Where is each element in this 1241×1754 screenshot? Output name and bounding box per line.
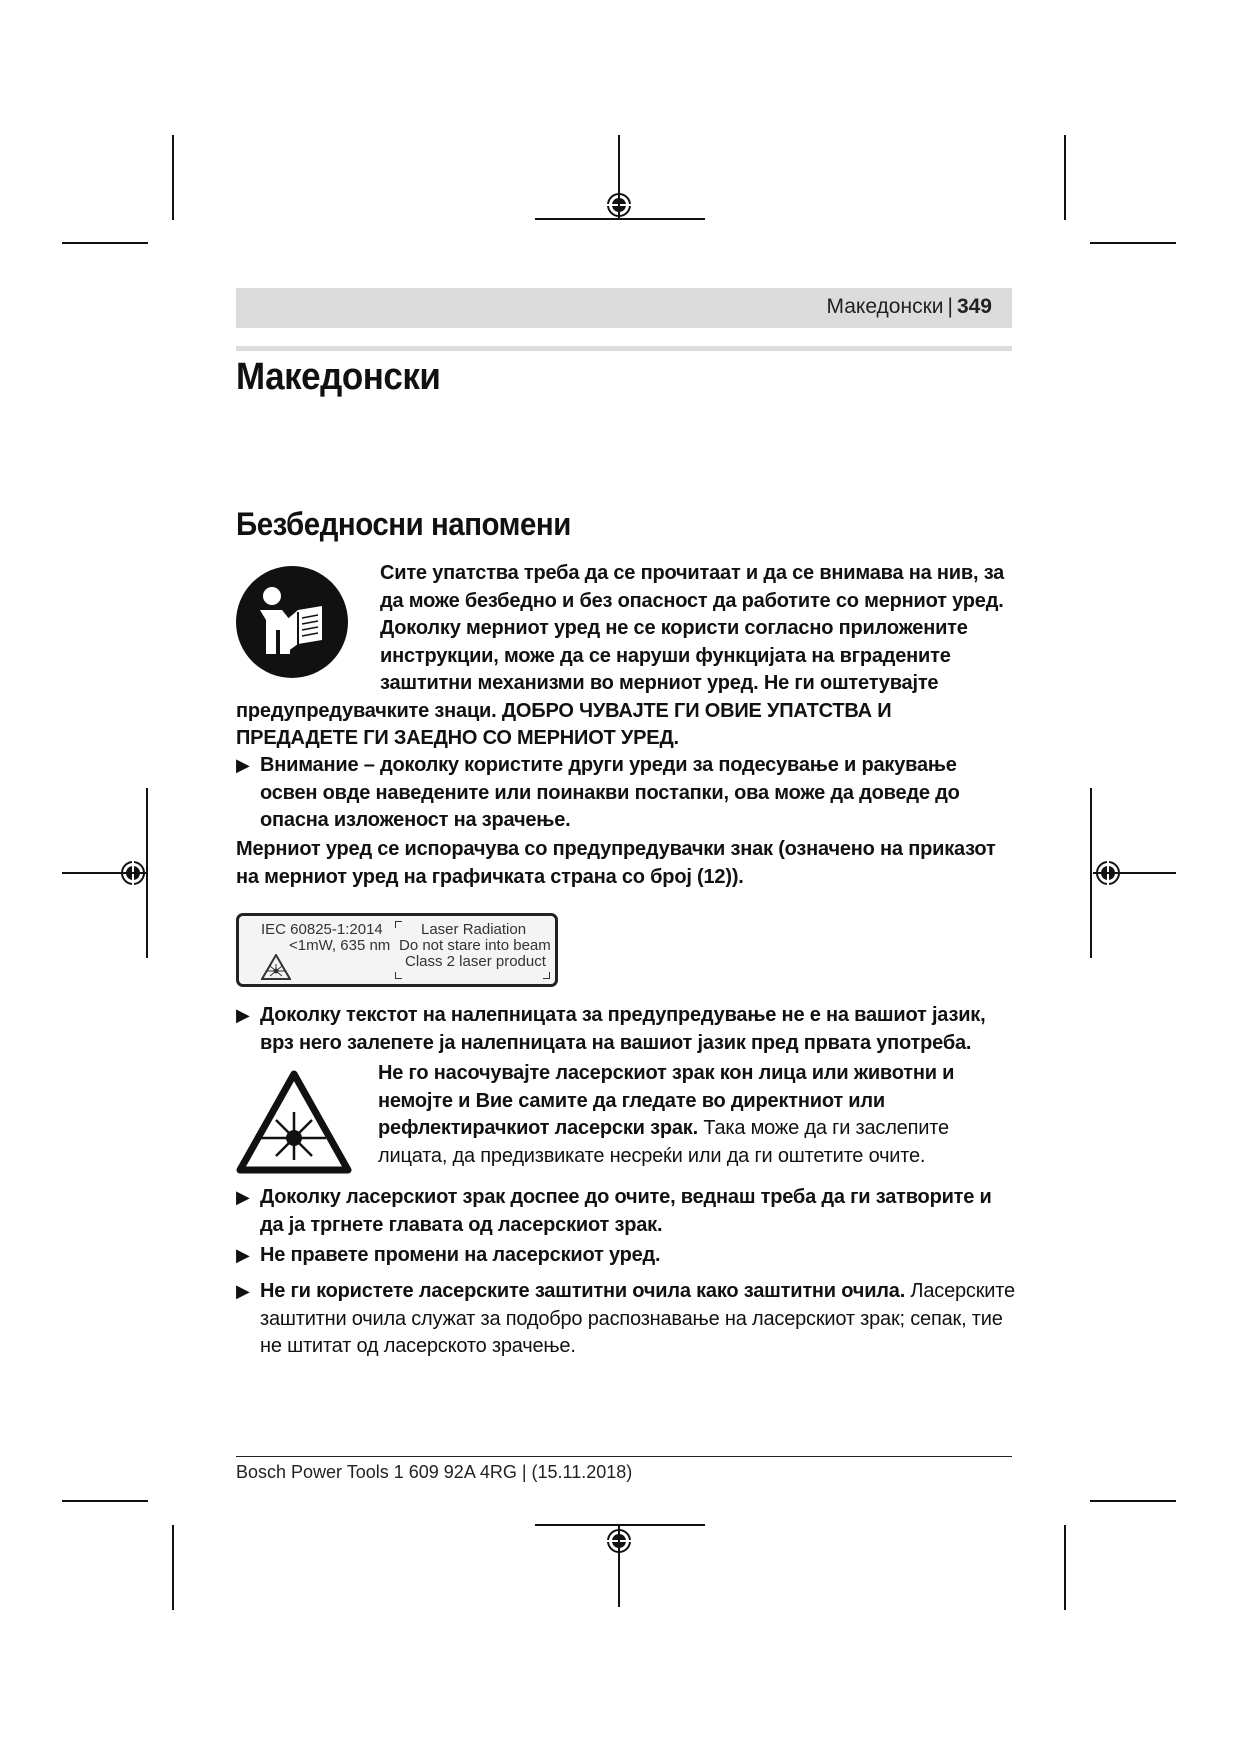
label-corner bbox=[395, 921, 402, 928]
registration-mark-icon bbox=[1093, 858, 1123, 888]
label-corner bbox=[395, 972, 402, 979]
bullet-arrow-icon: ▶ bbox=[236, 1005, 250, 1025]
bullet-text-bold: Не ги користете ласерските заштитни очила како заштитни очила. bbox=[260, 1280, 906, 1302]
laser-warning-icon bbox=[236, 1070, 352, 1174]
registration-mark-icon bbox=[604, 190, 634, 220]
header-separator: | bbox=[947, 295, 953, 318]
crop-mark bbox=[1090, 1500, 1176, 1502]
crop-mark bbox=[172, 1525, 174, 1610]
crop-mark bbox=[62, 1500, 148, 1502]
section-title: Безбедносни напомени bbox=[236, 506, 571, 542]
header-section: Македонски bbox=[826, 295, 944, 318]
crop-mark bbox=[172, 135, 174, 220]
bullet-text: Внимание – доколку користите други уреди за подесување и ракување освен овде наведените или поинакви постапки, ова може да доведе до опасна изложеност на зрачење. bbox=[260, 754, 960, 831]
bullet-text-normal: Ласерските заштитни очила служат за подобро распознавање на ласерскиот зрак; сепак, тие не штитат од ласерското зрачење. bbox=[260, 1280, 1015, 1357]
footer-rule bbox=[236, 1456, 1012, 1457]
laser-warning-label bbox=[236, 913, 558, 987]
list-item bbox=[236, 1242, 1016, 1270]
page-number: 349 bbox=[956, 295, 992, 318]
bullet-text: Доколку ласерскиот зрак доспее до очите, веднаш треба да ги затворите и да ја тргнете главата од ласерскиот зрак. bbox=[260, 1186, 992, 1236]
laser-warning-normal: Така може да ги заслепите лицата, да предизвикате несреќи или да ги оштетите очите. bbox=[378, 1117, 949, 1167]
label-power: <1mW, 635 nm bbox=[289, 937, 391, 954]
registration-mark-icon bbox=[118, 858, 148, 888]
bullet-arrow-icon: ▶ bbox=[236, 1281, 250, 1301]
crop-mark bbox=[62, 242, 148, 244]
intro-text: Сите упатства треба да се прочитаат и да се внимава на нив, за да може безбедно и без опасност да работите со мерниот уред. Доколку мерниот уред не се користи согласно приложените инструкции, може да се наруши функцијата на вградените заштитни механизми во мерниот уред. Не ги оштетувајте предупредувачките знаци. ДОБРО ЧУВАЈТЕ ГИ ОВИЕ УПАТСТВА И ПРЕДАДЕТЕ ГИ ЗАЕДНО СО МЕРНИОТ УРЕД. bbox=[236, 562, 1005, 749]
crop-mark bbox=[1090, 788, 1092, 958]
bullet-arrow-icon: ▶ bbox=[236, 1245, 250, 1265]
registration-mark-icon bbox=[604, 1526, 634, 1556]
bullet-text: Не правете промени на ласерскиот уред. bbox=[260, 1244, 661, 1266]
laser-warning-paragraph bbox=[378, 1060, 998, 1170]
page-title: Македонски bbox=[236, 356, 441, 398]
list-item bbox=[236, 1002, 1016, 1057]
label-radiation: Laser Radiation bbox=[421, 921, 527, 938]
label-corner bbox=[543, 972, 550, 979]
page-header bbox=[236, 288, 1012, 328]
bullet-arrow-icon: ▶ bbox=[236, 755, 250, 775]
bullet-text: Доколку текстот на налепницата за предупредување не е на вашиот јазик, врз него залепете ја налепницата на вашиот јазик пред првата употреба. bbox=[260, 1004, 986, 1054]
list-item bbox=[236, 1184, 1016, 1239]
page-footer: Bosch Power Tools 1 609 92A 4RG | (15.11.2018) bbox=[236, 1462, 633, 1482]
label-note-paragraph: Мерниот уред се испорачува со предупредувачки знак (означено на приказот на мерниот уред на графичката страна со број (12)). bbox=[236, 838, 996, 888]
label-do-not-stare: Do not stare into beam bbox=[399, 937, 551, 954]
intro-paragraph bbox=[236, 560, 1018, 753]
crop-mark bbox=[1064, 135, 1066, 220]
list-item bbox=[236, 752, 1016, 835]
laser-warning-icon bbox=[261, 954, 291, 980]
header-text bbox=[826, 295, 992, 319]
bullet-arrow-icon: ▶ bbox=[236, 1187, 250, 1207]
laser-warning-bold: Не го насочувајте ласерскиот зрак кон лица или животни и немојте и Вие самите да гледате во директниот или рефлектирачкиот ласерски зрак. bbox=[378, 1062, 955, 1139]
crop-mark bbox=[1064, 1525, 1066, 1610]
list-item bbox=[236, 1278, 1016, 1361]
crop-mark bbox=[1090, 242, 1176, 244]
label-standard: IEC 60825-1:2014 bbox=[261, 921, 383, 938]
label-class: Class 2 laser product bbox=[405, 953, 546, 970]
header-rule bbox=[236, 346, 1012, 351]
